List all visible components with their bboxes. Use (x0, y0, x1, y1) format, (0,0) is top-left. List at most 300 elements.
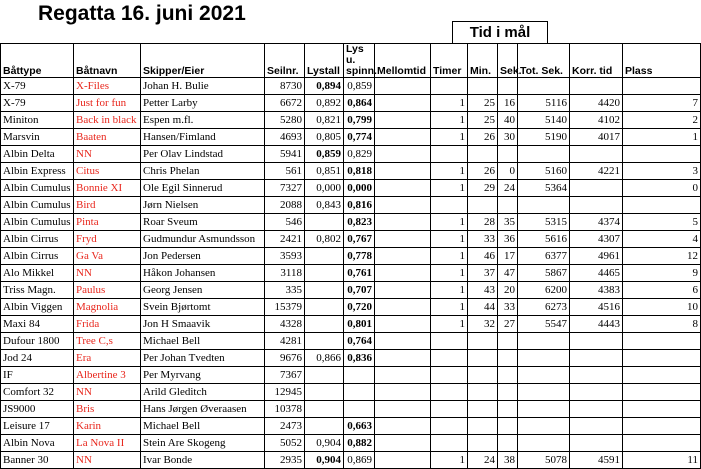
cell-sek[interactable] (498, 401, 518, 418)
cell-lys-us[interactable]: 0,778 (344, 248, 375, 265)
cell-type[interactable]: Albin Delta (1, 146, 74, 163)
cell-sail[interactable]: 5941 (265, 146, 305, 163)
cell-lys[interactable]: 0,000 (305, 180, 344, 197)
cell-skipper[interactable]: Stein Are Skogeng (141, 435, 265, 452)
cell-sail[interactable]: 2421 (265, 231, 305, 248)
cell-min[interactable] (468, 401, 498, 418)
cell-sail[interactable]: 15379 (265, 299, 305, 316)
col-header[interactable]: Skipper/Eier (141, 44, 265, 78)
cell-lys-us[interactable]: 0,816 (344, 197, 375, 214)
cell-min[interactable]: 44 (468, 299, 498, 316)
cell-min[interactable] (468, 197, 498, 214)
cell-plass[interactable] (623, 418, 701, 435)
cell-lys-us[interactable]: 0,882 (344, 435, 375, 452)
cell-korr[interactable]: 4383 (570, 282, 623, 299)
cell-tot[interactable]: 5140 (518, 112, 570, 129)
cell-lys-us[interactable]: 0,799 (344, 112, 375, 129)
cell-lys-us[interactable]: 0,859 (344, 78, 375, 95)
cell-plass[interactable]: 9 (623, 265, 701, 282)
cell-min[interactable]: 26 (468, 163, 498, 180)
cell-type[interactable]: Albin Cumulus (1, 214, 74, 231)
cell-min[interactable]: 26 (468, 129, 498, 146)
cell-type[interactable]: Albin Cirrus (1, 248, 74, 265)
cell-lys-us[interactable]: 0,000 (344, 180, 375, 197)
cell-timer[interactable]: 1 (431, 248, 468, 265)
col-header[interactable]: Båtnavn (74, 44, 141, 78)
cell-lys-us[interactable]: 0,720 (344, 299, 375, 316)
cell-plass[interactable] (623, 367, 701, 384)
cell-name[interactable]: Paulus (74, 282, 141, 299)
cell-min[interactable] (468, 418, 498, 435)
cell-name[interactable]: NN (74, 452, 141, 469)
cell-min[interactable] (468, 146, 498, 163)
cell-type[interactable]: Albin Nova (1, 435, 74, 452)
cell-type[interactable]: Alo Mikkel (1, 265, 74, 282)
cell-sek[interactable]: 40 (498, 112, 518, 129)
cell-mellom[interactable] (375, 401, 431, 418)
cell-sail[interactable]: 2935 (265, 452, 305, 469)
cell-plass[interactable] (623, 78, 701, 95)
cell-skipper[interactable]: Arild Gleditch (141, 384, 265, 401)
cell-sek[interactable] (498, 78, 518, 95)
cell-mellom[interactable] (375, 163, 431, 180)
cell-timer[interactable]: 1 (431, 180, 468, 197)
cell-plass[interactable] (623, 146, 701, 163)
col-header[interactable]: Timer (431, 44, 468, 78)
cell-tot[interactable]: 5190 (518, 129, 570, 146)
cell-korr[interactable] (570, 78, 623, 95)
cell-skipper[interactable]: Roar Sveum (141, 214, 265, 231)
cell-timer[interactable] (431, 435, 468, 452)
cell-tot[interactable]: 5364 (518, 180, 570, 197)
cell-name[interactable]: Bris (74, 401, 141, 418)
cell-sail[interactable]: 10378 (265, 401, 305, 418)
cell-type[interactable]: Albin Viggen (1, 299, 74, 316)
cell-mellom[interactable] (375, 316, 431, 333)
cell-sek[interactable]: 35 (498, 214, 518, 231)
cell-tot[interactable] (518, 418, 570, 435)
cell-sail[interactable]: 3593 (265, 248, 305, 265)
cell-skipper[interactable]: Jon H Smaavik (141, 316, 265, 333)
cell-min[interactable]: 25 (468, 95, 498, 112)
cell-min[interactable]: 28 (468, 214, 498, 231)
cell-lys-us[interactable] (344, 401, 375, 418)
cell-name[interactable]: Just for fun (74, 95, 141, 112)
cell-tot[interactable]: 5078 (518, 452, 570, 469)
cell-tot[interactable] (518, 367, 570, 384)
cell-tot[interactable]: 6200 (518, 282, 570, 299)
cell-plass[interactable]: 8 (623, 316, 701, 333)
cell-name[interactable]: Era (74, 350, 141, 367)
cell-lys[interactable] (305, 265, 344, 282)
cell-tot[interactable]: 5315 (518, 214, 570, 231)
cell-min[interactable] (468, 435, 498, 452)
cell-timer[interactable]: 1 (431, 231, 468, 248)
cell-timer[interactable]: 1 (431, 214, 468, 231)
cell-mellom[interactable] (375, 231, 431, 248)
cell-sek[interactable] (498, 333, 518, 350)
cell-type[interactable]: Comfort 32 (1, 384, 74, 401)
cell-name[interactable]: NN (74, 384, 141, 401)
cell-name[interactable]: Baaten (74, 129, 141, 146)
cell-name[interactable]: Magnolia (74, 299, 141, 316)
cell-lys-us[interactable]: 0,836 (344, 350, 375, 367)
cell-name[interactable]: Bonnie XI (74, 180, 141, 197)
cell-type[interactable]: Triss Magn. (1, 282, 74, 299)
cell-name[interactable]: X-Files (74, 78, 141, 95)
cell-lys-us[interactable]: 0,761 (344, 265, 375, 282)
cell-plass[interactable] (623, 350, 701, 367)
cell-tot[interactable] (518, 401, 570, 418)
col-header[interactable]: Min. (468, 44, 498, 78)
cell-lys[interactable]: 0,802 (305, 231, 344, 248)
cell-mellom[interactable] (375, 367, 431, 384)
cell-name[interactable]: Tree C,s (74, 333, 141, 350)
cell-tot[interactable]: 5116 (518, 95, 570, 112)
cell-korr[interactable] (570, 435, 623, 452)
cell-korr[interactable]: 4465 (570, 265, 623, 282)
cell-name[interactable]: NN (74, 146, 141, 163)
cell-sail[interactable]: 4693 (265, 129, 305, 146)
cell-sek[interactable] (498, 384, 518, 401)
cell-lys-us[interactable]: 0,764 (344, 333, 375, 350)
cell-korr[interactable]: 4516 (570, 299, 623, 316)
cell-mellom[interactable] (375, 95, 431, 112)
cell-sail[interactable]: 561 (265, 163, 305, 180)
cell-min[interactable]: 24 (468, 452, 498, 469)
cell-timer[interactable] (431, 350, 468, 367)
cell-lys[interactable] (305, 418, 344, 435)
cell-skipper[interactable]: Johan H. Bulie (141, 78, 265, 95)
cell-name[interactable]: Fryd (74, 231, 141, 248)
cell-lys-us[interactable]: 0,864 (344, 95, 375, 112)
cell-name[interactable]: Karin (74, 418, 141, 435)
cell-timer[interactable]: 1 (431, 163, 468, 180)
cell-sail[interactable]: 546 (265, 214, 305, 231)
cell-skipper[interactable]: Espen m.fl. (141, 112, 265, 129)
cell-tot[interactable]: 6273 (518, 299, 570, 316)
cell-mellom[interactable] (375, 435, 431, 452)
cell-sail[interactable]: 4328 (265, 316, 305, 333)
col-header[interactable]: Båttype (1, 44, 74, 78)
cell-plass[interactable] (623, 197, 701, 214)
cell-korr[interactable] (570, 146, 623, 163)
cell-mellom[interactable] (375, 78, 431, 95)
cell-korr[interactable] (570, 401, 623, 418)
cell-skipper[interactable]: Ole Egil Sinnerud (141, 180, 265, 197)
cell-lys-us[interactable] (344, 384, 375, 401)
cell-min[interactable]: 29 (468, 180, 498, 197)
cell-sail[interactable]: 2088 (265, 197, 305, 214)
cell-sek[interactable]: 17 (498, 248, 518, 265)
cell-type[interactable]: JS9000 (1, 401, 74, 418)
cell-sail[interactable]: 7327 (265, 180, 305, 197)
cell-tot[interactable]: 6377 (518, 248, 570, 265)
cell-timer[interactable] (431, 197, 468, 214)
cell-korr[interactable]: 4420 (570, 95, 623, 112)
cell-tot[interactable] (518, 78, 570, 95)
cell-timer[interactable]: 1 (431, 316, 468, 333)
cell-skipper[interactable]: Hans Jørgen Øveraasen (141, 401, 265, 418)
cell-korr[interactable] (570, 180, 623, 197)
cell-timer[interactable] (431, 401, 468, 418)
cell-mellom[interactable] (375, 248, 431, 265)
cell-min[interactable]: 37 (468, 265, 498, 282)
cell-korr[interactable]: 4307 (570, 231, 623, 248)
cell-sek[interactable] (498, 197, 518, 214)
cell-name[interactable]: Ga Va (74, 248, 141, 265)
cell-sail[interactable]: 3118 (265, 265, 305, 282)
cell-type[interactable]: Albin Cumulus (1, 180, 74, 197)
cell-korr[interactable]: 4374 (570, 214, 623, 231)
col-header[interactable]: Seilnr. (265, 44, 305, 78)
cell-type[interactable]: Albin Express (1, 163, 74, 180)
col-header[interactable]: Lystall (305, 44, 344, 78)
cell-sek[interactable]: 30 (498, 129, 518, 146)
cell-lys[interactable]: 0,904 (305, 452, 344, 469)
cell-skipper[interactable]: Jon Pedersen (141, 248, 265, 265)
cell-lys[interactable] (305, 316, 344, 333)
cell-sail[interactable]: 5280 (265, 112, 305, 129)
cell-mellom[interactable] (375, 333, 431, 350)
cell-plass[interactable]: 7 (623, 95, 701, 112)
cell-sek[interactable]: 47 (498, 265, 518, 282)
cell-sek[interactable] (498, 146, 518, 163)
cell-korr[interactable]: 4102 (570, 112, 623, 129)
cell-lys[interactable] (305, 333, 344, 350)
cell-plass[interactable]: 5 (623, 214, 701, 231)
cell-lys-us[interactable]: 0,663 (344, 418, 375, 435)
cell-mellom[interactable] (375, 299, 431, 316)
cell-sek[interactable]: 36 (498, 231, 518, 248)
cell-plass[interactable]: 2 (623, 112, 701, 129)
cell-lys-us[interactable]: 0,829 (344, 146, 375, 163)
cell-mellom[interactable] (375, 350, 431, 367)
cell-type[interactable]: Marsvin (1, 129, 74, 146)
cell-mellom[interactable] (375, 112, 431, 129)
cell-plass[interactable] (623, 384, 701, 401)
cell-lys[interactable] (305, 248, 344, 265)
cell-min[interactable]: 33 (468, 231, 498, 248)
cell-lys-us[interactable]: 0,869 (344, 452, 375, 469)
cell-min[interactable] (468, 384, 498, 401)
cell-lys-us[interactable]: 0,707 (344, 282, 375, 299)
cell-tot[interactable]: 5547 (518, 316, 570, 333)
cell-min[interactable]: 46 (468, 248, 498, 265)
cell-plass[interactable]: 3 (623, 163, 701, 180)
cell-skipper[interactable]: Hansen/Fimland (141, 129, 265, 146)
cell-sek[interactable]: 33 (498, 299, 518, 316)
cell-timer[interactable]: 1 (431, 282, 468, 299)
cell-timer[interactable] (431, 418, 468, 435)
cell-plass[interactable] (623, 333, 701, 350)
cell-timer[interactable]: 1 (431, 95, 468, 112)
cell-name[interactable]: Pinta (74, 214, 141, 231)
cell-korr[interactable] (570, 350, 623, 367)
cell-lys[interactable]: 0,866 (305, 350, 344, 367)
cell-name[interactable]: Bird (74, 197, 141, 214)
col-header[interactable]: Tot. Sek. (518, 44, 570, 78)
cell-skipper[interactable]: Svein Bjørtomt (141, 299, 265, 316)
cell-korr[interactable] (570, 333, 623, 350)
cell-name[interactable]: Frida (74, 316, 141, 333)
cell-sail[interactable]: 7367 (265, 367, 305, 384)
cell-lys[interactable]: 0,892 (305, 95, 344, 112)
cell-mellom[interactable] (375, 265, 431, 282)
cell-plass[interactable]: 1 (623, 129, 701, 146)
cell-type[interactable]: Leisure 17 (1, 418, 74, 435)
cell-skipper[interactable]: Petter Larby (141, 95, 265, 112)
cell-lys[interactable]: 0,859 (305, 146, 344, 163)
cell-sail[interactable]: 8730 (265, 78, 305, 95)
cell-tot[interactable]: 5616 (518, 231, 570, 248)
cell-skipper[interactable]: Chris Phelan (141, 163, 265, 180)
cell-lys[interactable] (305, 282, 344, 299)
cell-lys[interactable] (305, 384, 344, 401)
cell-sail[interactable]: 6672 (265, 95, 305, 112)
cell-mellom[interactable] (375, 214, 431, 231)
cell-timer[interactable] (431, 384, 468, 401)
cell-timer[interactable]: 1 (431, 452, 468, 469)
cell-type[interactable]: X-79 (1, 78, 74, 95)
cell-sail[interactable]: 5052 (265, 435, 305, 452)
cell-skipper[interactable]: Michael Bell (141, 418, 265, 435)
cell-skipper[interactable]: Per Olav Lindstad (141, 146, 265, 163)
cell-tot[interactable] (518, 384, 570, 401)
cell-tot[interactable] (518, 197, 570, 214)
cell-korr[interactable]: 4221 (570, 163, 623, 180)
cell-name[interactable]: Albertine 3 (74, 367, 141, 384)
cell-lys-us[interactable]: 0,801 (344, 316, 375, 333)
cell-plass[interactable]: 11 (623, 452, 701, 469)
cell-mellom[interactable] (375, 282, 431, 299)
cell-plass[interactable]: 0 (623, 180, 701, 197)
cell-name[interactable]: NN (74, 265, 141, 282)
cell-mellom[interactable] (375, 197, 431, 214)
cell-min[interactable]: 32 (468, 316, 498, 333)
cell-plass[interactable] (623, 435, 701, 452)
cell-mellom[interactable] (375, 452, 431, 469)
cell-skipper[interactable]: Michael Bell (141, 333, 265, 350)
cell-plass[interactable] (623, 401, 701, 418)
cell-lys[interactable] (305, 367, 344, 384)
cell-lys-us[interactable]: 0,823 (344, 214, 375, 231)
cell-name[interactable]: Back in black (74, 112, 141, 129)
cell-sail[interactable]: 4281 (265, 333, 305, 350)
cell-skipper[interactable]: Håkon Johansen (141, 265, 265, 282)
cell-sek[interactable]: 27 (498, 316, 518, 333)
cell-type[interactable]: Jod 24 (1, 350, 74, 367)
cell-sail[interactable]: 12945 (265, 384, 305, 401)
cell-tot[interactable] (518, 333, 570, 350)
cell-lys[interactable]: 0,894 (305, 78, 344, 95)
cell-type[interactable]: Maxi 84 (1, 316, 74, 333)
cell-timer[interactable] (431, 146, 468, 163)
cell-sek[interactable]: 38 (498, 452, 518, 469)
cell-skipper[interactable]: Gudmundur Asmundsson (141, 231, 265, 248)
cell-tot[interactable]: 5867 (518, 265, 570, 282)
cell-tot[interactable] (518, 435, 570, 452)
cell-mellom[interactable] (375, 129, 431, 146)
cell-tot[interactable] (518, 146, 570, 163)
cell-plass[interactable]: 10 (623, 299, 701, 316)
col-header[interactable]: Mellomtid (375, 44, 431, 78)
cell-name[interactable]: Citus (74, 163, 141, 180)
cell-min[interactable] (468, 350, 498, 367)
cell-mellom[interactable] (375, 418, 431, 435)
cell-timer[interactable]: 1 (431, 112, 468, 129)
cell-timer[interactable]: 1 (431, 129, 468, 146)
cell-lys[interactable] (305, 214, 344, 231)
cell-lys-us[interactable]: 0,818 (344, 163, 375, 180)
cell-mellom[interactable] (375, 384, 431, 401)
cell-min[interactable] (468, 333, 498, 350)
cell-lys[interactable]: 0,805 (305, 129, 344, 146)
cell-korr[interactable]: 4017 (570, 129, 623, 146)
cell-lys-us[interactable]: 0,774 (344, 129, 375, 146)
cell-lys-us[interactable]: 0,767 (344, 231, 375, 248)
cell-korr[interactable] (570, 367, 623, 384)
cell-korr[interactable]: 4961 (570, 248, 623, 265)
cell-lys-us[interactable] (344, 367, 375, 384)
cell-mellom[interactable] (375, 146, 431, 163)
cell-korr[interactable] (570, 384, 623, 401)
cell-lys[interactable]: 0,821 (305, 112, 344, 129)
cell-skipper[interactable]: Per Myrvang (141, 367, 265, 384)
cell-type[interactable]: Banner 30 (1, 452, 74, 469)
cell-korr[interactable] (570, 197, 623, 214)
cell-type[interactable]: Dufour 1800 (1, 333, 74, 350)
cell-plass[interactable]: 12 (623, 248, 701, 265)
cell-sek[interactable]: 20 (498, 282, 518, 299)
cell-tot[interactable]: 5160 (518, 163, 570, 180)
cell-plass[interactable]: 6 (623, 282, 701, 299)
cell-sek[interactable] (498, 367, 518, 384)
cell-timer[interactable] (431, 333, 468, 350)
cell-min[interactable] (468, 367, 498, 384)
cell-korr[interactable] (570, 418, 623, 435)
cell-sail[interactable]: 9676 (265, 350, 305, 367)
cell-korr[interactable]: 4443 (570, 316, 623, 333)
cell-korr[interactable]: 4591 (570, 452, 623, 469)
cell-mellom[interactable] (375, 180, 431, 197)
cell-lys[interactable]: 0,843 (305, 197, 344, 214)
cell-timer[interactable] (431, 78, 468, 95)
cell-sek[interactable]: 16 (498, 95, 518, 112)
cell-min[interactable] (468, 78, 498, 95)
cell-lys[interactable] (305, 401, 344, 418)
cell-min[interactable]: 25 (468, 112, 498, 129)
cell-plass[interactable]: 4 (623, 231, 701, 248)
cell-sek[interactable]: 0 (498, 163, 518, 180)
cell-skipper[interactable]: Per Johan Tvedten (141, 350, 265, 367)
cell-type[interactable]: Albin Cumulus (1, 197, 74, 214)
cell-sek[interactable] (498, 435, 518, 452)
cell-sek[interactable] (498, 350, 518, 367)
cell-timer[interactable]: 1 (431, 299, 468, 316)
col-header[interactable]: Lys u. spinn. (344, 44, 375, 78)
cell-timer[interactable] (431, 367, 468, 384)
cell-lys[interactable]: 0,851 (305, 163, 344, 180)
cell-tot[interactable] (518, 350, 570, 367)
cell-sail[interactable]: 2473 (265, 418, 305, 435)
col-header[interactable]: Plass (623, 44, 701, 78)
cell-skipper[interactable]: Ivar Bonde (141, 452, 265, 469)
cell-type[interactable]: Albin Cirrus (1, 231, 74, 248)
cell-name[interactable]: La Nova II (74, 435, 141, 452)
cell-type[interactable]: X-79 (1, 95, 74, 112)
col-header[interactable]: Korr. tid (570, 44, 623, 78)
